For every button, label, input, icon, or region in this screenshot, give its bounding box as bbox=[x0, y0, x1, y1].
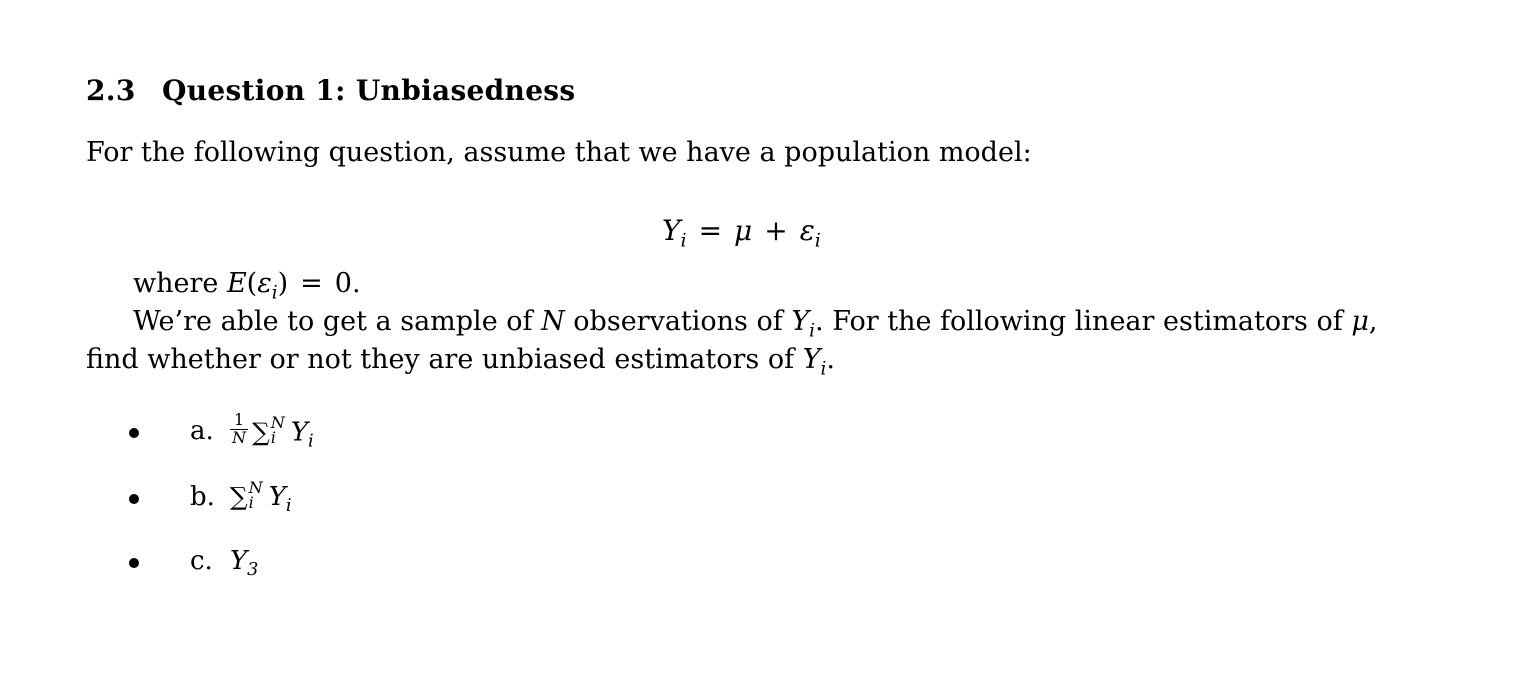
item-expression bbox=[230, 546, 258, 580]
item-var: Y bbox=[230, 546, 248, 576]
fraction-numerator: 1 bbox=[230, 412, 248, 430]
where-func: E bbox=[226, 268, 247, 299]
sample-text-4: , bbox=[1368, 306, 1378, 337]
sample-y-sub: i bbox=[809, 320, 816, 342]
sample-paragraph-line-1 bbox=[133, 308, 1377, 341]
item-var-sub: 3 bbox=[247, 560, 259, 581]
sample-line2-end: . bbox=[826, 344, 835, 375]
sample-paragraph-line-2 bbox=[86, 346, 835, 379]
bullet-icon bbox=[129, 428, 139, 438]
sample-line2-text: find whether or not they are unbiased estimators of bbox=[86, 344, 803, 375]
sum-symbol: ∑ bbox=[252, 417, 270, 447]
sample-text-2: observations of bbox=[564, 306, 792, 337]
where-eps-sub: i bbox=[271, 282, 278, 304]
item-var: Y bbox=[268, 482, 286, 512]
fraction bbox=[230, 412, 248, 447]
sample-n: N bbox=[541, 306, 565, 337]
where-eps: ε bbox=[257, 268, 272, 299]
sample-text-3: . For the following linear estimators of bbox=[815, 306, 1352, 337]
sample-y: Y bbox=[791, 306, 810, 337]
eq-eps-sub: i bbox=[814, 229, 821, 252]
sample-line2-y-sub: i bbox=[820, 358, 827, 380]
sample-line2-y: Y bbox=[802, 344, 821, 375]
item-expression bbox=[230, 410, 314, 452]
bullet-icon bbox=[129, 494, 139, 504]
eq-lhs-y: Y bbox=[662, 214, 681, 247]
where-equals: = bbox=[300, 268, 323, 299]
section-title: Question 1: Unbiasedness bbox=[162, 74, 576, 107]
item-label: c. bbox=[190, 546, 213, 576]
section-number: 2.3 bbox=[86, 74, 136, 107]
sum-limits bbox=[271, 415, 285, 446]
where-clause bbox=[133, 270, 361, 303]
sum-upper: N bbox=[270, 413, 285, 433]
item-expression bbox=[230, 477, 292, 517]
item-var: Y bbox=[290, 417, 309, 448]
eq-mu: μ bbox=[734, 214, 753, 247]
item-var-sub: i bbox=[285, 496, 292, 517]
where-rhs: 0. bbox=[334, 268, 361, 299]
eq-equals: = bbox=[698, 214, 723, 247]
item-label: a. bbox=[190, 416, 214, 446]
item-label: b. bbox=[190, 482, 215, 512]
sum-symbol: ∑ bbox=[230, 482, 248, 511]
sum-upper: N bbox=[248, 477, 263, 497]
population-model-equation bbox=[662, 214, 821, 252]
where-prefix: where bbox=[133, 268, 227, 299]
sum-limits bbox=[248, 477, 263, 512]
fraction-denominator: N bbox=[232, 427, 247, 447]
where-close: ) bbox=[277, 268, 289, 299]
sum-lower: i bbox=[270, 428, 276, 448]
sample-text-1: We’re able to get a sample of bbox=[133, 306, 542, 337]
eq-lhs-sub: i bbox=[680, 229, 687, 252]
sample-mu: μ bbox=[1351, 306, 1369, 337]
bullet-icon bbox=[129, 558, 139, 568]
intro-paragraph: For the following question, assume that we have a population model: bbox=[86, 137, 1032, 168]
sum-lower: i bbox=[248, 493, 254, 512]
where-open: ( bbox=[246, 268, 258, 299]
section-heading bbox=[86, 74, 575, 107]
item-var-sub: i bbox=[308, 431, 314, 452]
eq-eps: ε bbox=[799, 214, 815, 247]
eq-plus: + bbox=[764, 214, 788, 247]
